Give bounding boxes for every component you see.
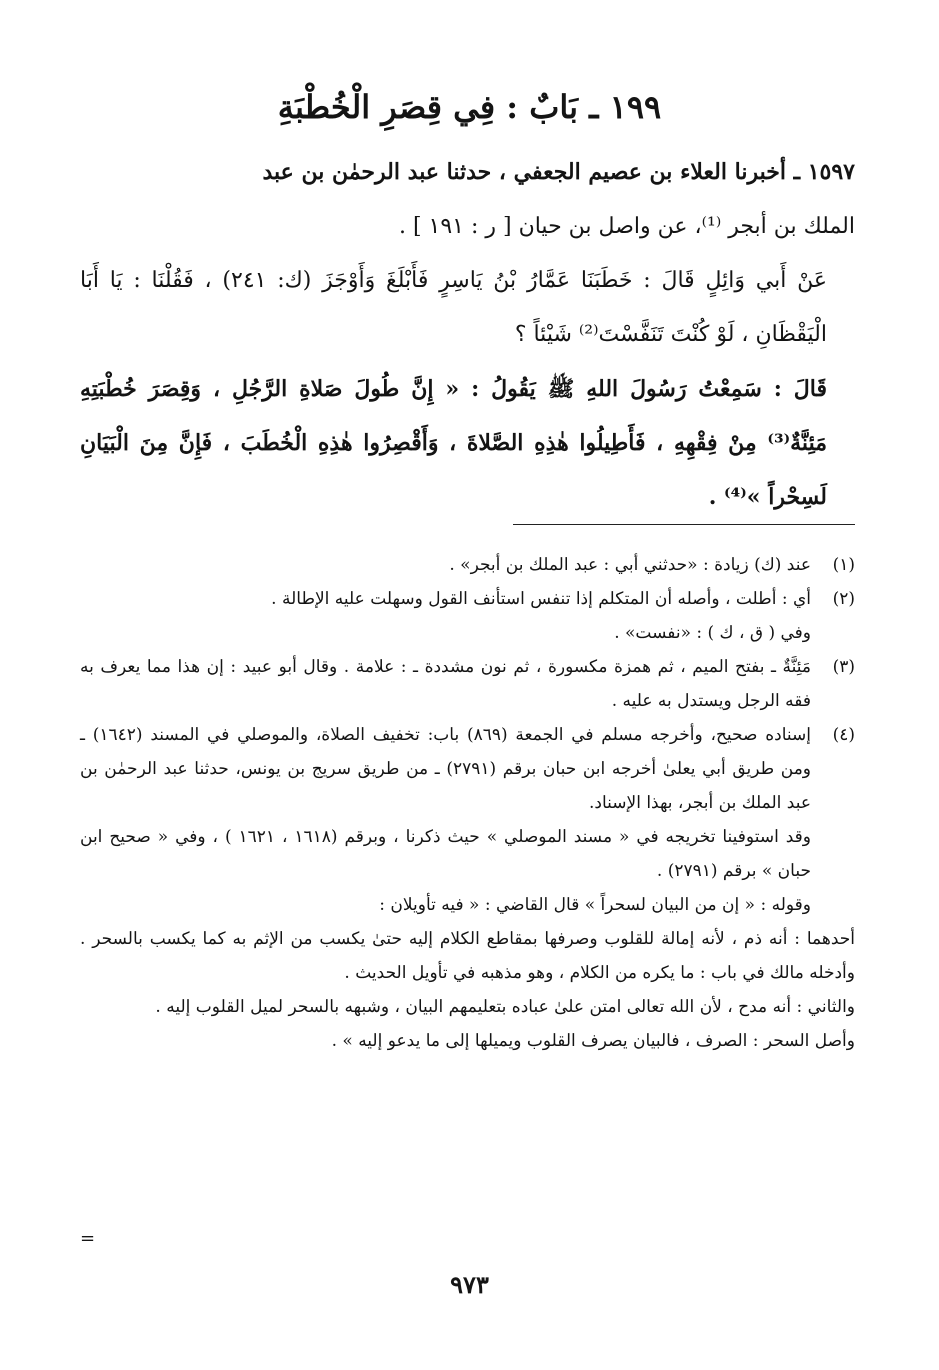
footnote-line: مَئِنَّةٌ ـ بفتح الميم ، ثم همزة مكسورة ، ثم نون مشددة ـ : علامة . وقال أبو عبيد : إن هذا مما يعرف به فقه الرجل ويستدل به عليه . (80, 657, 811, 711)
footnote-line: وفي ( ق ، ك ) : «نفست» . (614, 623, 811, 643)
isnad-line-1 (80, 145, 855, 200)
commentary-paragraph-3: وأصل السحر : الصرف ، فالبيان يصرف القلوب ويميلها إلى ما يدعو إليه » . (331, 1031, 855, 1051)
footnote-number: (٣) (832, 657, 855, 677)
footnote-2 (80, 582, 855, 650)
page-number: ٩٧٣ (450, 1270, 489, 1299)
continuation-mark: = (80, 1228, 96, 1249)
isnad-line-2: الملك بن أبجر ⁽¹⁾، عن واصل بن حيان [ ر : ١٩١ ] . (398, 214, 855, 239)
footnote-number: (٢) (832, 589, 855, 609)
footnote-4 (80, 718, 855, 922)
footnote-1 (80, 548, 855, 582)
footnote-line: أي : أطلت ، وأصله أن المتكلم إذا تنفس استأنف القول وسهلت عليه الإطالة . (271, 589, 811, 609)
footnote-line: عند (ك) زيادة : «حدثني أبي : عبد الملك بن أبجر» . (449, 555, 811, 575)
footnote-body (80, 548, 811, 582)
hadith-text (80, 145, 855, 524)
footnote-separator (513, 524, 855, 525)
footnote-body (80, 650, 811, 718)
matn-paragraph-2: قَالَ : سَمِعْتُ رَسُولَ اللهِ ﷺ يَقُولُ : « إِنَّ طُولَ صَلاةِ الرَّجُلِ ، وَقِصَرَ خُطْبَتِهِ مَئِنَّةٌ⁽³⁾ مِنْ فِقْهِهِ ، فَأَطِيلُوا هٰذِهِ الصَّلاةَ ، وَأَقْصِرُوا هٰذِهِ الْخُطَبَ ، فَإِنَّ مِنَ الْبَيَانِ لَسِحْراً »⁽⁴⁾ . (80, 376, 827, 510)
chapter-title: ١٩٩ ـ بَابٌ : فِي قِصَرِ الْخُطْبَةِ (277, 88, 662, 126)
footnote-number: (٤) (832, 725, 855, 745)
footnote-line: إسناده صحيح، وأخرجه مسلم في الجمعة (٨٦٩) باب: تخفيف الصلاة، والموصلي في المسند (١٦٤٢) ـ ومن طريق أبي يعلىٰ أخرجه ابن حبان برقم (٢٧٩١) ـ من طريق سريج بن يونس، حدثنا عبد الرحمٰن بن عبد الملك بن أبجر، بهذا الإسناد. (80, 725, 812, 813)
footnote-body (80, 718, 811, 922)
footnotes (80, 548, 855, 1058)
commentary-paragraph-2: والثاني : أنه مدح ، لأن الله تعالى امتن علىٰ عباده بتعليمهم البيان ، وشبهه بالسحر لميل القلوب إليه . (155, 997, 855, 1017)
commentary-paragraph-1: أحدهما : أنه ذم ، لأنه إمالة للقلوب وصرفها بمقاطع الكلام إليه حتىٰ يكسب من الإثم به كما يكسب بالسحر . وأدخله مالك في باب : ما يكره من الكلام ، وهو مذهبه في تأويل الحديث . (80, 929, 855, 983)
matn-paragraph-1: عَنْ أَبي وَائِلٍ قَالَ : خَطَبَنَا عَمَّارُ بْنُ يَاسِرٍ فَأَبْلَغَ وَأَوْجَزَ (ك: ٢٤١) ، فَقُلْنَا : يَا أَبَا الْيَقْظَانِ ، لَوْ كُنْتَ تَنَفَّسْتَ⁽²⁾ شَيْئاً ؟ (80, 268, 827, 347)
footnote-line: وقد استوفينا تخريجه في « مسند الموصلي » حيث ذكرنا ، وبرقم (١٦١٨ ، ١٦٢١ ) ، وفي « صحيح ابن حبان » برقم (٢٧٩١) . (80, 827, 812, 881)
footnote-body (80, 582, 811, 650)
footnote-number: (١) (832, 555, 855, 575)
footnote-3 (80, 650, 855, 718)
isnad-text: ١٥٩٧ ـ أخبرنا العلاء بن عصيم الجعفي ، حدثنا عبد الرحمٰن بن عبد (262, 159, 855, 185)
footnote-line: وقوله : « إن من البيان لسحراً » قال القاضي : « فيه تأويلان : (379, 895, 811, 915)
